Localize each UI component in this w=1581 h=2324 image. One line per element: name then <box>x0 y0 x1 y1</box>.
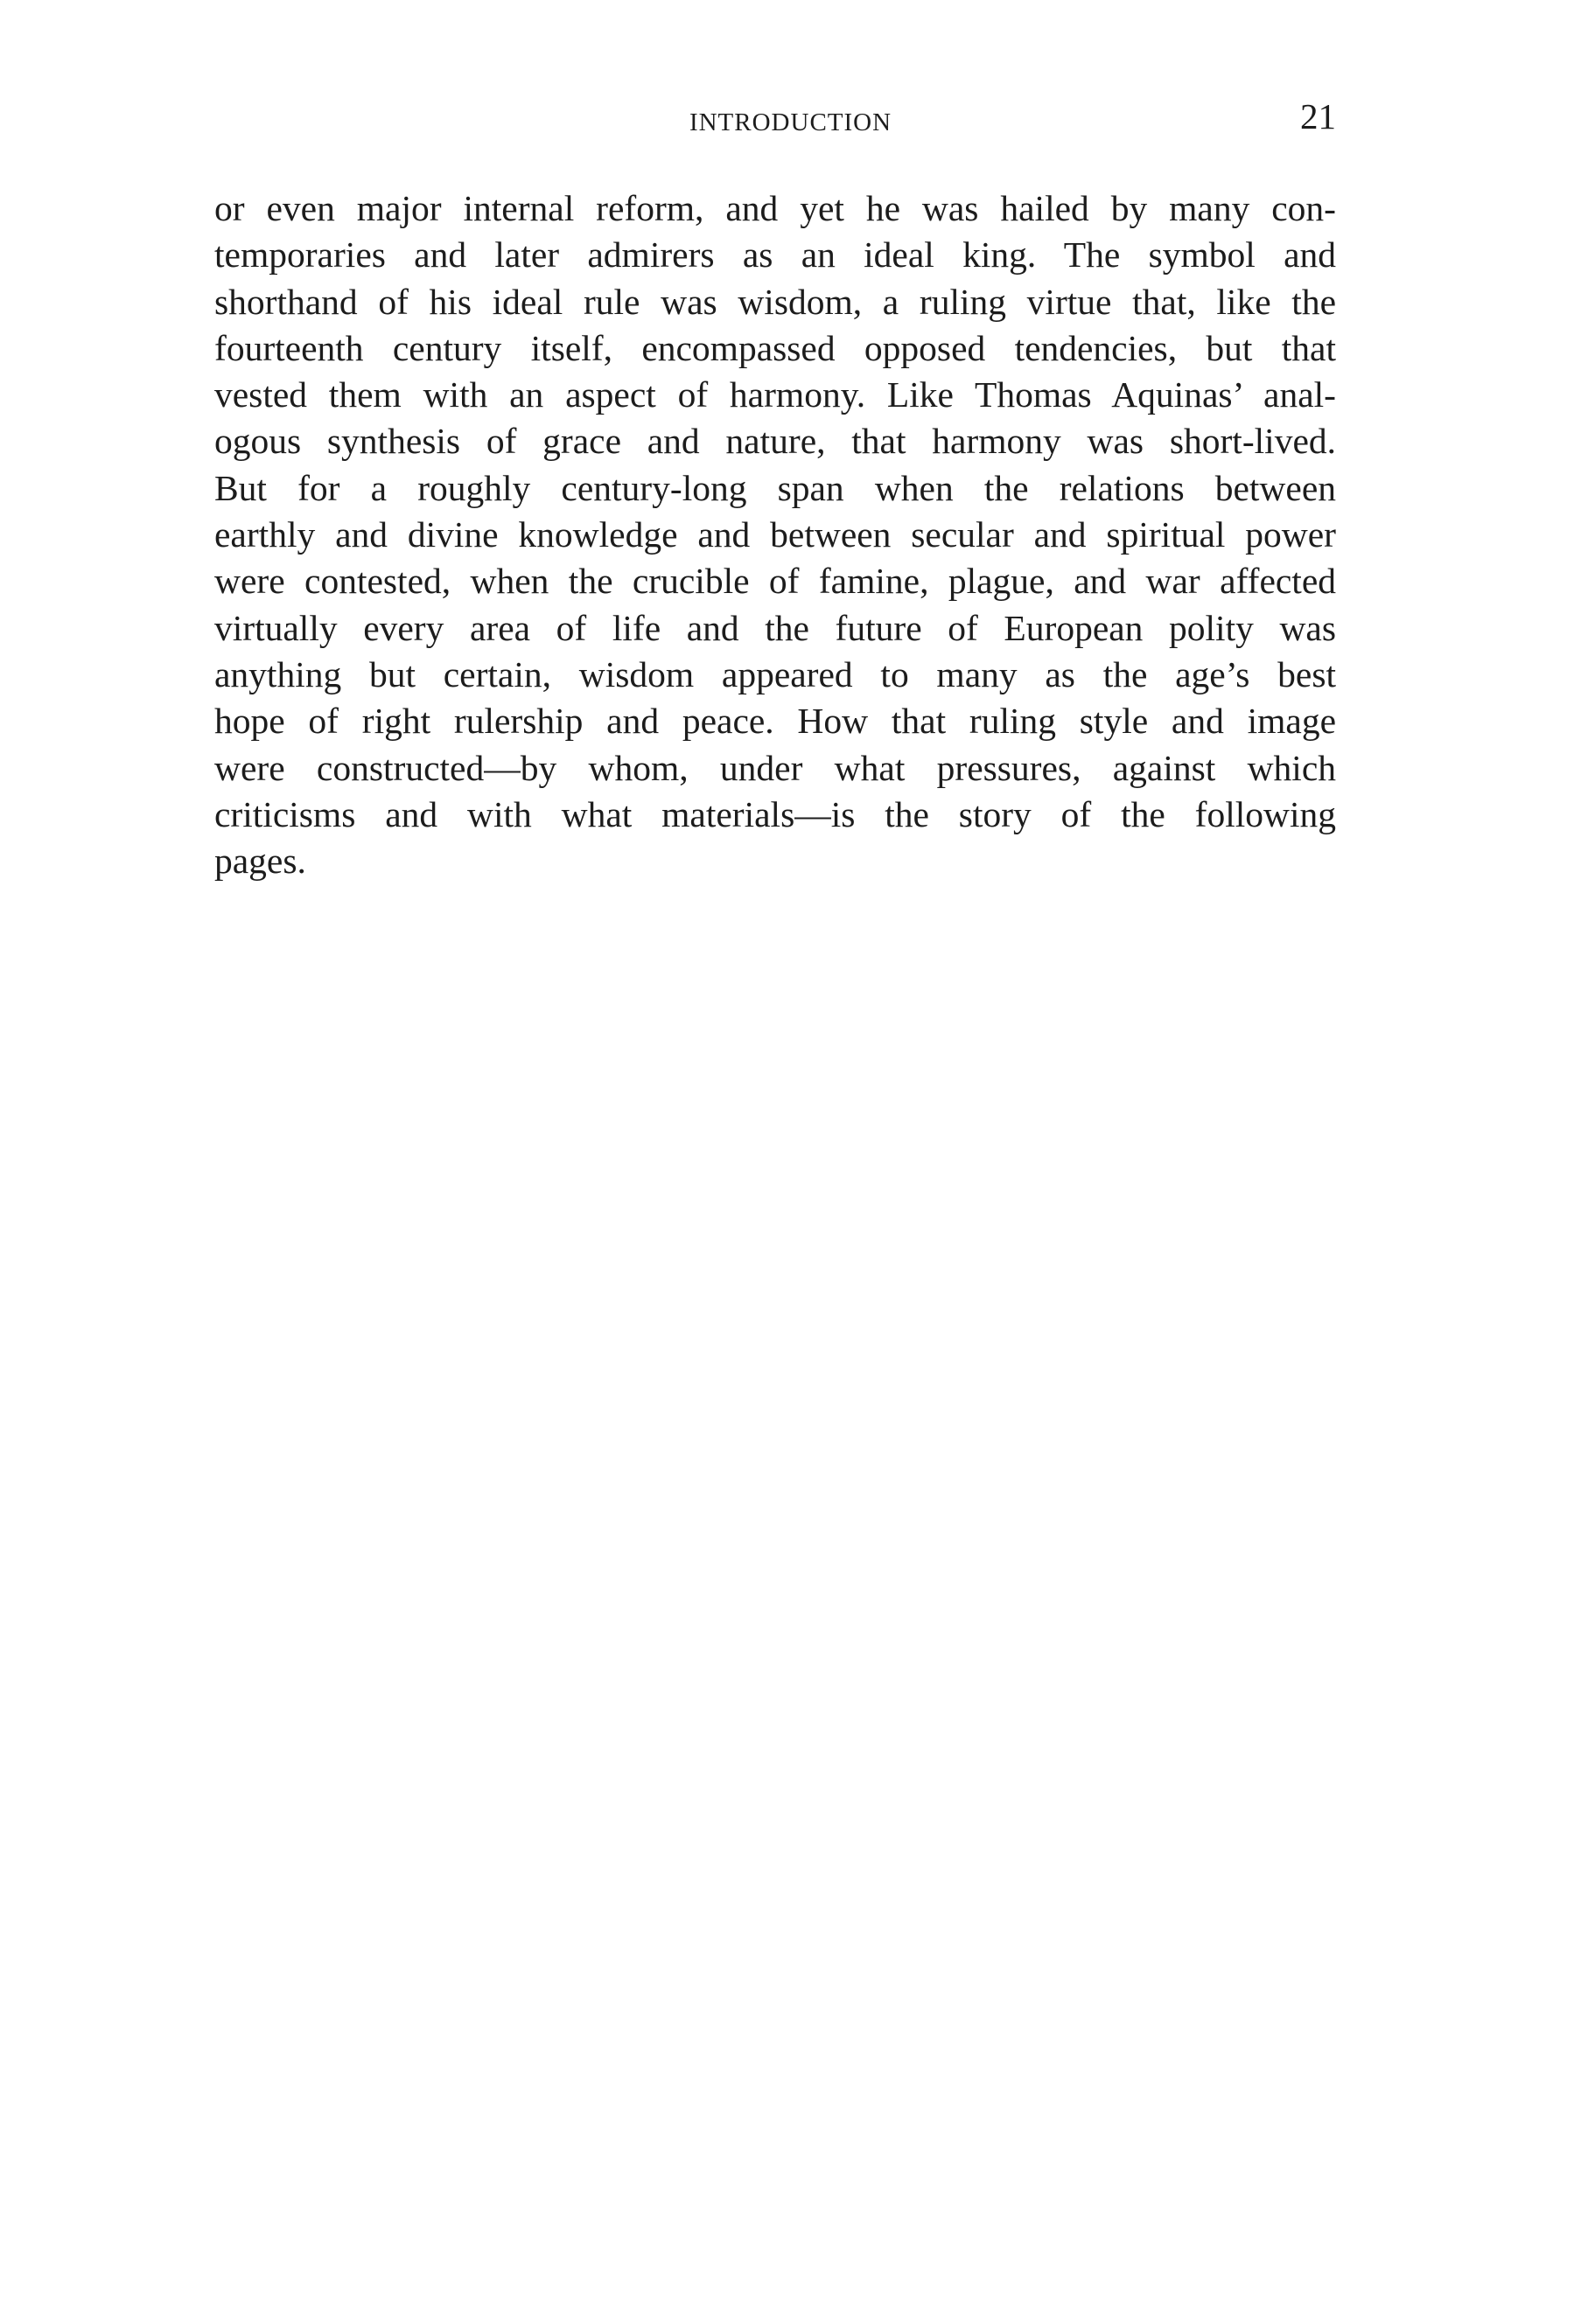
text-line: were contested, when the crucible of famine, plague, and war affected <box>214 561 1336 602</box>
text-line: earthly and divine knowledge and between secular and spiritual power <box>214 514 1336 555</box>
running-head-title: INTRODUCTION <box>689 108 892 136</box>
text-line: ogous synthesis of grace and nature, that harmony was short-lived. <box>214 421 1336 462</box>
page-number: 21 <box>1300 96 1336 136</box>
text-line: or even major internal reform, and yet he was hailed by many con- <box>214 188 1336 228</box>
running-head <box>0 0 1581 166</box>
text-line: criticisms and with what materials—is the story of the following <box>214 793 1336 834</box>
text-line: vested them with an aspect of harmony. Like Thomas Aquinas’ anal- <box>214 374 1336 415</box>
text-line: virtually every area of life and the future of European polity was <box>214 607 1336 648</box>
text-line: were constructed—by whom, under what pressures, against which <box>214 747 1336 788</box>
text-line: fourteenth century itself, encompassed opposed tendencies, but that <box>214 327 1336 368</box>
text-line: hope of right rulership and peace. How that ruling style and image <box>214 701 1336 742</box>
body-paragraph <box>214 185 1336 884</box>
text-line: shorthand of his ideal rule was wisdom, a ruling virtue that, like the <box>214 281 1336 322</box>
text-line: anything but certain, wisdom appeared to many as the age’s best <box>214 653 1336 694</box>
text-line: pages. <box>214 841 306 882</box>
text-line: temporaries and later admirers as an ideal king. The symbol and <box>214 234 1336 276</box>
text-line: But for a roughly century-long span when the relations between <box>214 467 1336 508</box>
